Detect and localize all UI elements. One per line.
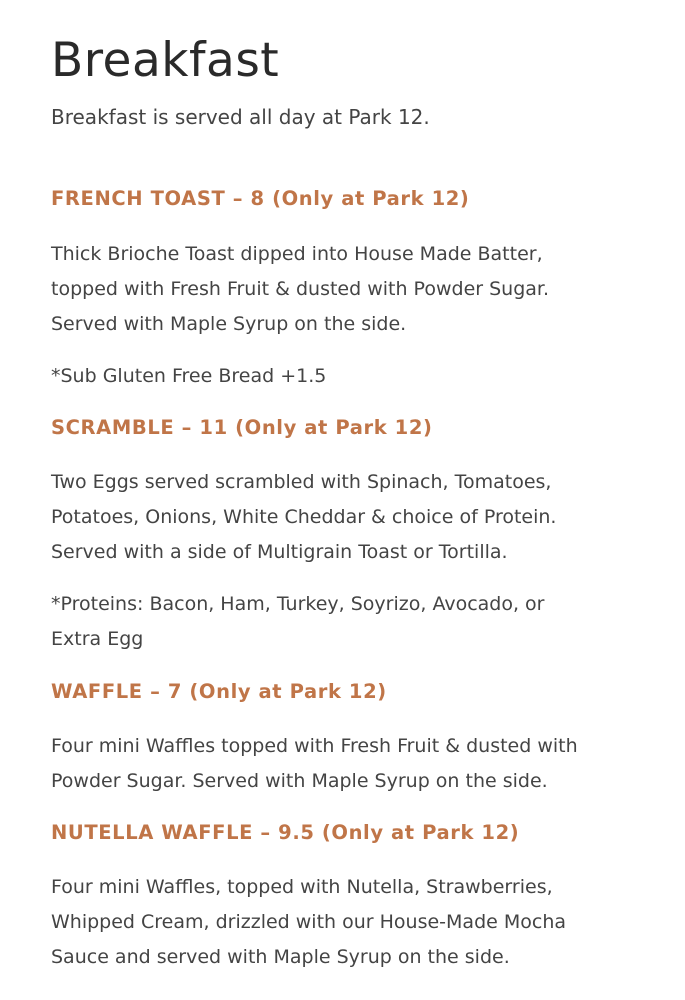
item-desc-line: Potatoes, Onions, White Cheddar & choice of Protein. xyxy=(51,506,557,528)
menu-item-scramble xyxy=(51,413,661,657)
item-desc-line: Sauce and served with Maple Syrup on the side. xyxy=(51,946,510,968)
menu-page xyxy=(51,28,661,134)
page-subtitle: Breakfast is served all day at Park 12. xyxy=(51,105,430,129)
item-desc-line: Two Eggs served scrambled with Spinach, Tomatoes, xyxy=(51,471,552,493)
menu-item-waffle xyxy=(51,677,661,799)
menu-item-french-toast xyxy=(51,184,661,394)
item-heading: WAFFLE – 7 (Only at Park 12) xyxy=(51,680,387,703)
menu-item-nutella-waffle xyxy=(51,818,661,975)
item-heading: NUTELLA WAFFLE – 9.5 (Only at Park 12) xyxy=(51,821,520,844)
item-description xyxy=(51,870,661,975)
item-desc-line: Whipped Cream, drizzled with our House-Made Mocha xyxy=(51,911,567,933)
item-description xyxy=(51,237,661,342)
item-heading: FRENCH TOAST – 8 (Only at Park 12) xyxy=(51,187,470,210)
page-title: Breakfast xyxy=(51,33,280,88)
item-note-line: Extra Egg xyxy=(51,628,144,650)
item-note xyxy=(51,359,661,394)
item-note xyxy=(51,587,661,657)
item-heading: SCRAMBLE – 11 (Only at Park 12) xyxy=(51,416,433,439)
item-desc-line: Powder Sugar. Served with Maple Syrup on the side. xyxy=(51,770,548,792)
item-note-line: *Sub Gluten Free Bread +1.5 xyxy=(51,365,327,387)
item-description xyxy=(51,465,661,570)
item-desc-line: Served with a side of Multigrain Toast or Tortilla. xyxy=(51,541,508,563)
item-desc-line: Thick Brioche Toast dipped into House Made Batter, xyxy=(51,243,543,265)
item-note-line: *Proteins: Bacon, Ham, Turkey, Soyrizo, Avocado, or xyxy=(51,593,545,615)
item-desc-line: Four mini Waffles topped with Fresh Fruit & dusted with xyxy=(51,735,578,757)
item-desc-line: Served with Maple Syrup on the side. xyxy=(51,313,407,335)
item-description xyxy=(51,729,661,799)
item-desc-line: Four mini Waffles, topped with Nutella, Strawberries, xyxy=(51,876,553,898)
item-desc-line: topped with Fresh Fruit & dusted with Powder Sugar. xyxy=(51,278,550,300)
